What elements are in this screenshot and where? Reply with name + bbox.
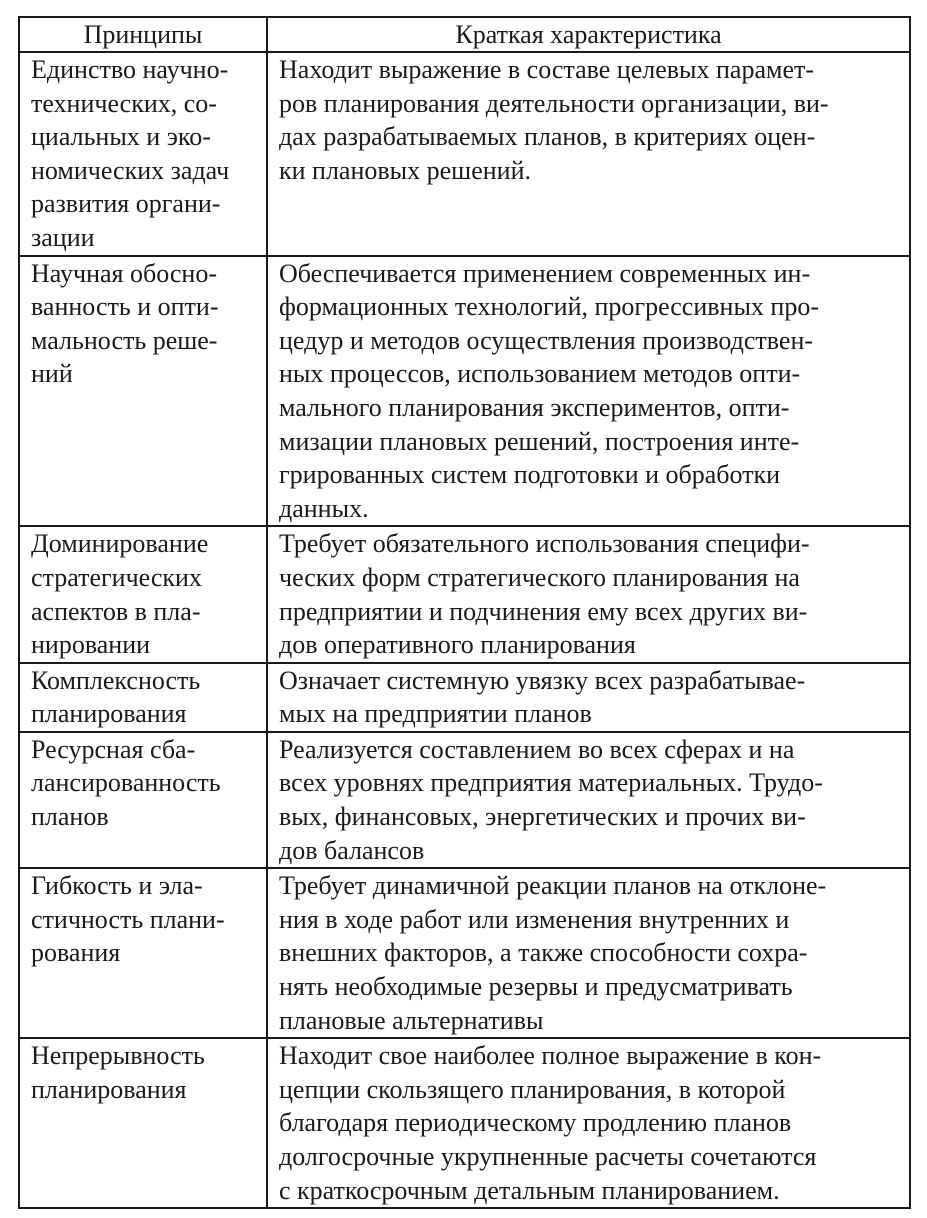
principle-description-line: предприятии и подчинения ему всех других ви- (279, 596, 808, 626)
principle-name-line: стратегических (31, 562, 202, 592)
principle-description-cell (267, 663, 910, 732)
principle-description-line: грированных систем подготовки и обработки (279, 460, 781, 490)
principle-name-line: Научная обосно- (31, 258, 217, 288)
principle-name-line: планов (31, 802, 109, 832)
table-row (19, 52, 910, 256)
principle-description-line: долгосрочные укрупненные расчеты сочетаются (279, 1142, 817, 1171)
principle-description-cell (267, 526, 910, 662)
principle-description-line: дов балансов (279, 835, 425, 865)
principle-name-line: нировании (31, 630, 151, 660)
principle-name-line: зации (31, 222, 95, 252)
principle-description-cell (267, 1038, 910, 1208)
principle-description-line: Находит свое наиболее полное выражение в кон- (279, 1041, 822, 1071)
principle-description-line: Находит выражение в составе целевых парамет- (279, 55, 815, 84)
table-row (19, 1038, 910, 1208)
table-row (19, 526, 910, 662)
column-header-description: Краткая характеристика (267, 17, 910, 52)
principle-name-cell (19, 663, 267, 732)
principle-description-line: Требует обязательного использования специфи- (279, 529, 810, 559)
principle-name-line: Непрерывность (31, 1041, 205, 1071)
principle-description-line: мизации плановых решений, построения инте- (279, 426, 800, 456)
table-row (19, 868, 910, 1038)
principle-name-line: ний (31, 359, 73, 389)
principle-description-line: дах разрабатываемых планов, в критериях оцен- (279, 122, 816, 152)
principle-name-line: лансированность (31, 768, 221, 798)
principle-name-line: рования (31, 938, 121, 968)
principle-name-cell (19, 256, 267, 527)
principle-description-line: плановые альтернативы (279, 1005, 544, 1035)
principle-description-line: данных. (279, 493, 369, 523)
principle-description-cell (267, 52, 910, 256)
table-body (19, 52, 910, 1208)
principle-description-line: дов оперативного планирования (279, 630, 636, 660)
principle-description-line: нять необходимые резервы и предусматривать (279, 972, 793, 1002)
column-header-principle: Принципы (19, 17, 267, 52)
principle-name-line: Ресурсная сба- (31, 734, 196, 764)
principle-description-line: вых, финансовых, энергетических и прочих ви- (279, 802, 806, 832)
principle-description-line: формационных технологий, прогрессивных про- (279, 292, 819, 322)
principle-description-line: всех уровнях предприятия материальных. Трудо- (279, 768, 823, 798)
principle-name-line: развития органи- (31, 189, 221, 219)
principle-name-line: номических задач (31, 155, 230, 185)
principle-name-line: мальность реше- (31, 325, 218, 355)
principle-name-cell (19, 732, 267, 868)
principle-description-line: Обеспечивается применением современных ин- (279, 258, 811, 288)
principles-table (18, 16, 911, 1209)
principle-name-line: технических, со- (31, 88, 217, 118)
principle-name-line: аспектов в пла- (31, 596, 201, 626)
principle-description-line: Реализуется составлением во всех сферах и на (279, 734, 795, 764)
principle-name-cell (19, 526, 267, 662)
principle-name-line: Комплексность (31, 665, 201, 695)
table-row (19, 732, 910, 868)
principle-name-cell (19, 52, 267, 256)
principle-description-line: мых на предприятии планов (279, 699, 592, 729)
principle-description-line: ров планирования деятельности организации, ви- (279, 88, 829, 118)
principle-name-line: Доминирование (31, 529, 209, 559)
principle-name-line: ванность и опти- (31, 292, 219, 322)
principle-description-line: Означает системную увязку всех разрабатывае- (279, 665, 806, 695)
principle-name-line: планирования (31, 1074, 187, 1104)
principle-name-line: стичность плани- (31, 904, 225, 934)
principle-name-cell (19, 1038, 267, 1208)
principle-description-line: мального планирования экспериментов, опти- (279, 392, 790, 422)
principle-description-cell (267, 868, 910, 1038)
principle-description-cell (267, 732, 910, 868)
principle-name-line: циальных и эко- (31, 122, 211, 152)
principle-name-line: планирования (31, 699, 187, 729)
principle-description-line: ния в ходе работ или изменения внутренних и (279, 904, 790, 934)
principle-description-line: цедур и методов осуществления производствен- (279, 325, 814, 355)
principle-description-line: внешних факторов, а также способности сохра- (279, 938, 808, 968)
principle-description-line: ческих форм стратегического планирования на (279, 562, 800, 592)
principle-description-cell (267, 256, 910, 527)
principle-description-line: с краткосрочным детальным планированием. (279, 1175, 780, 1205)
principle-name-line: Единство научно- (31, 55, 229, 84)
principle-description-line: ных процессов, использованием методов опти- (279, 359, 801, 389)
principle-description-line: Требует динамичной реакции планов на отклоне- (279, 871, 827, 901)
principle-name-line: Гибкость и эла- (31, 871, 203, 901)
principle-description-line: ки плановых решений. (279, 155, 531, 185)
table-row (19, 663, 910, 732)
table-row (19, 256, 910, 527)
principle-description-line: цепции скользящего планирования, в которой (279, 1074, 786, 1104)
principle-name-cell (19, 868, 267, 1038)
principle-description-line: благодаря периодическому продлению планов (279, 1108, 792, 1138)
table-header-row (19, 17, 910, 52)
